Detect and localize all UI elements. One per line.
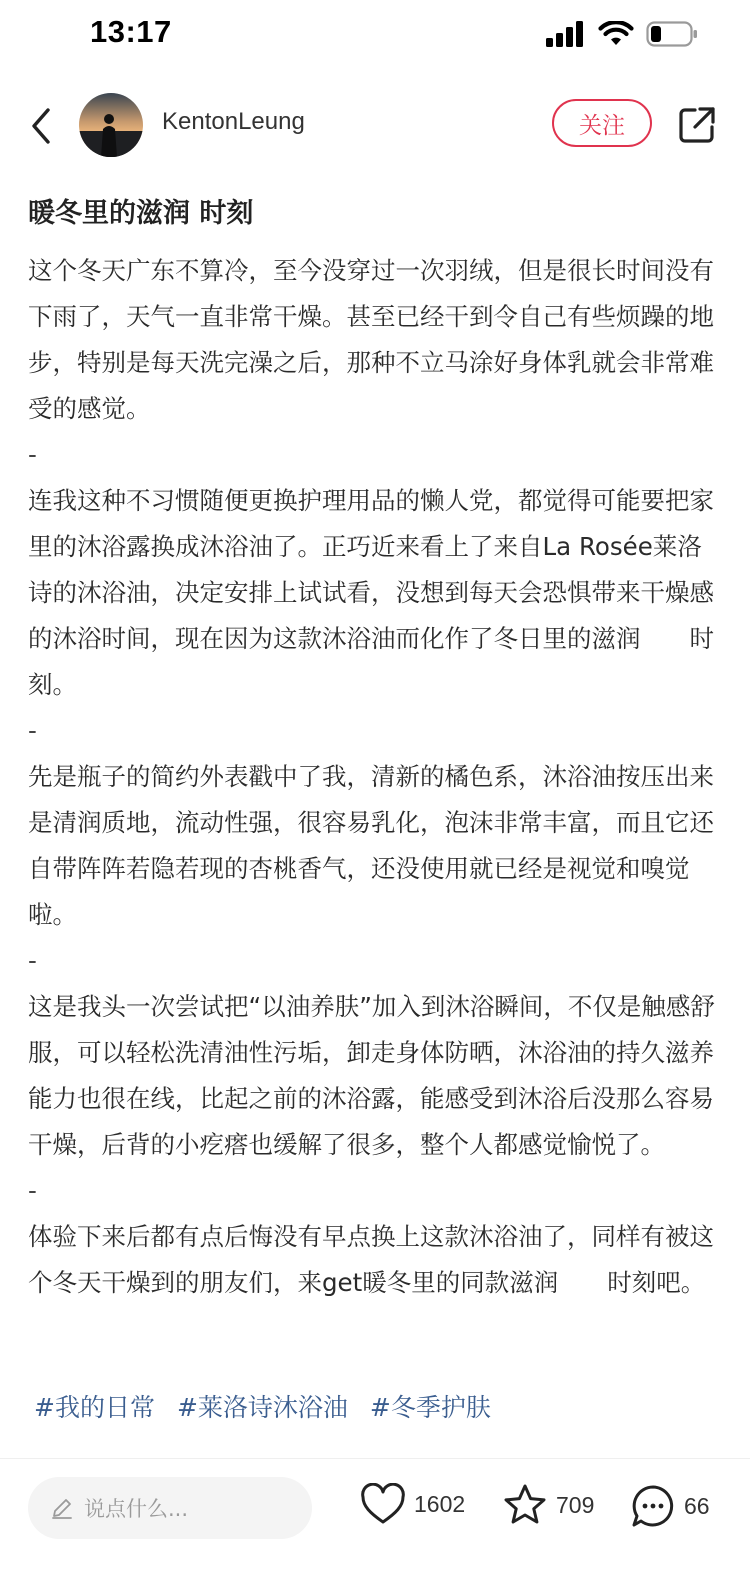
signal-icon bbox=[546, 21, 586, 47]
separator: - bbox=[28, 946, 37, 975]
username[interactable]: KentonLeung bbox=[162, 108, 305, 135]
tag-list bbox=[34, 1386, 491, 1430]
paragraph: 先是瓶子的简约外表戳中了我，清新的橘色系，沐浴油按压出来是清润质地，流动性强，很容易乳化，泡沫非常丰富，而且它还自带阵阵若隐若现的杏桃香气，还没使用就已经是视觉和嗅觉 啦。 bbox=[28, 762, 739, 929]
tag-link[interactable]: #莱洛诗沐浴油 bbox=[176, 1393, 348, 1422]
separator: - bbox=[28, 440, 37, 469]
tag-link[interactable]: #冬季护肤 bbox=[369, 1393, 491, 1422]
comment-icon bbox=[630, 1483, 676, 1529]
separator: - bbox=[28, 1176, 37, 1205]
post-title: 暖冬里的滋润 时刻 bbox=[28, 198, 254, 229]
paragraph: 体验下来后都有点后悔没有早点换上这款沐浴油了，同样有被这个冬天干燥到的朋友们，来get暖冬里的同款滋润 时刻吧。 bbox=[28, 1222, 714, 1297]
star-icon bbox=[502, 1483, 548, 1527]
status-time: 13:17 bbox=[90, 14, 172, 49]
comment-input[interactable] bbox=[28, 1477, 312, 1539]
paragraph: 这是我头一次尝试把“以油养肤”加入到沐浴瞬间，不仅是触感舒服，可以轻松洗清油性污垢，卸走身体防晒，沐浴油的持久滋养能力也很在线，比起之前的沐浴露，能感受到沐浴后没那么容易干燥，后背的小疙瘩也缓解了很多，整个人都感觉愉悦了。 bbox=[28, 992, 715, 1159]
separator: - bbox=[28, 716, 37, 745]
battery-icon bbox=[646, 20, 698, 48]
post-header bbox=[0, 88, 750, 164]
status-icons bbox=[546, 20, 698, 48]
heart-icon bbox=[360, 1483, 406, 1525]
favorite-count: 709 bbox=[556, 1491, 595, 1518]
wifi-icon bbox=[598, 21, 634, 47]
post-body bbox=[28, 248, 739, 1306]
comment-button[interactable] bbox=[630, 1483, 710, 1529]
like-count: 1602 bbox=[414, 1490, 466, 1517]
share-icon[interactable] bbox=[678, 106, 716, 144]
like-button[interactable] bbox=[360, 1483, 465, 1525]
avatar[interactable] bbox=[79, 93, 143, 157]
paragraph: 这个冬天广东不算冷，至今没穿过一次羽绒，但是很长时间没有下雨了，天气一直非常干燥。甚至已经干到令自己有些烦躁的地步，特别是每天洗完澡之后，那种不立马涂好身体乳就会非常难受的感觉。 bbox=[28, 256, 714, 423]
bottom-bar bbox=[0, 1458, 750, 1572]
comment-placeholder: 说点什么... bbox=[84, 1497, 189, 1521]
comment-count: 66 bbox=[684, 1492, 710, 1519]
status-bar bbox=[0, 0, 750, 72]
follow-button[interactable]: 关注 bbox=[552, 99, 652, 147]
back-icon[interactable] bbox=[26, 106, 58, 146]
tag-link[interactable]: #我的日常 bbox=[34, 1393, 155, 1422]
favorite-button[interactable] bbox=[502, 1483, 594, 1527]
paragraph: 连我这种不习惯随便更换护理用品的懒人党，都觉得可能要把家里的沐浴露换成沐浴油了。正巧近来看上了来自La Rosée莱洛诗的沐浴油，决定安排上试试看，没想到每天会恐惧带来干燥感的沐浴时间，现在因为这款沐浴油而化作了冬日里的滋润 时刻。 bbox=[28, 486, 714, 699]
pencil-icon bbox=[50, 1496, 74, 1520]
